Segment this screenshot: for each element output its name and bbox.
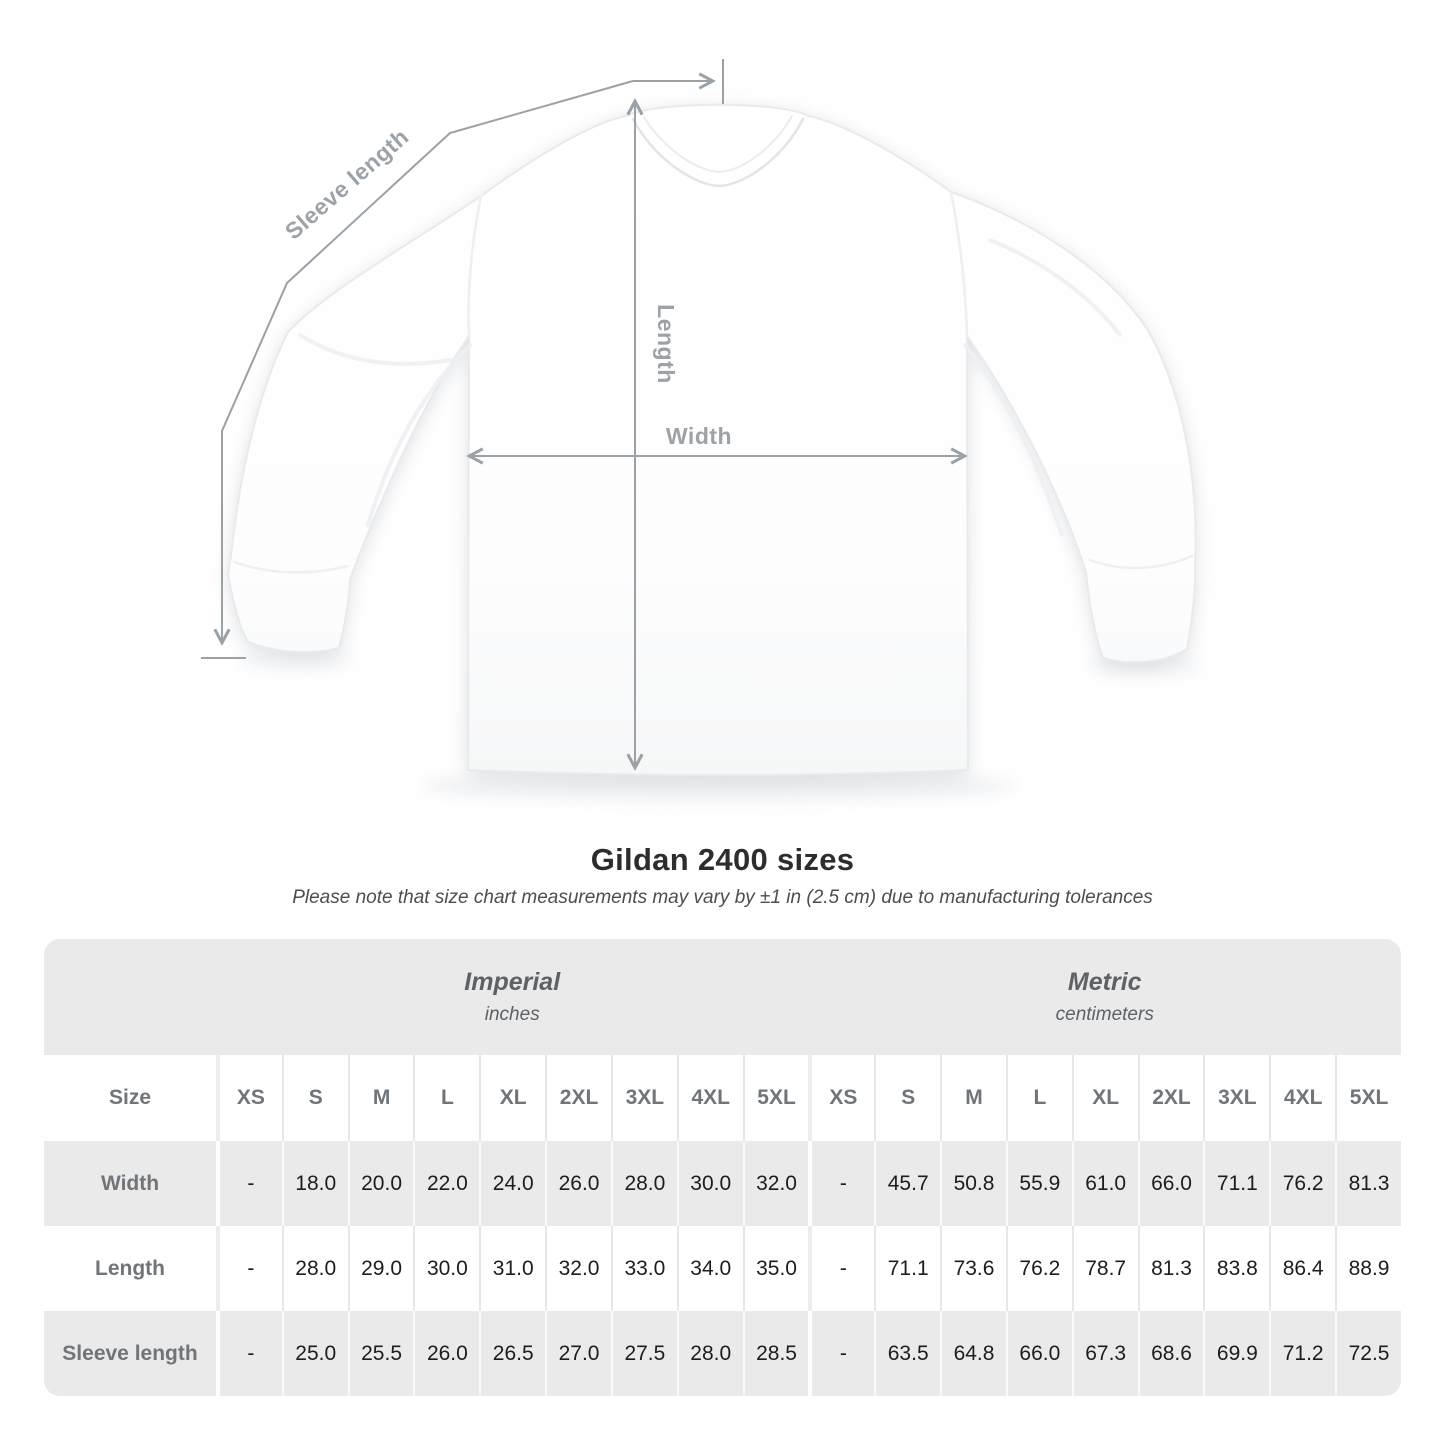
length-label: Length (653, 304, 679, 384)
size-column-header: M (940, 1055, 1006, 1141)
measurement-cell: 86.4 (1269, 1226, 1335, 1311)
size-table-grid (44, 939, 1401, 1396)
measurement-cell: - (808, 1311, 874, 1396)
measurement-cell: 67.3 (1072, 1311, 1138, 1396)
measurement-cell: 26.5 (479, 1311, 545, 1396)
measurement-cell: 28.5 (743, 1311, 809, 1396)
measurement-cell: 24.0 (479, 1141, 545, 1226)
measurement-cell: 66.0 (1138, 1141, 1204, 1226)
measurement-cell: 28.0 (677, 1311, 743, 1396)
size-header-row (44, 1055, 1401, 1141)
measurement-cell: 76.2 (1269, 1141, 1335, 1226)
measurement-cell: - (216, 1141, 282, 1226)
measurement-cell: 88.9 (1335, 1226, 1401, 1311)
size-column-header: S (874, 1055, 940, 1141)
measurement-cell: 18.0 (282, 1141, 348, 1226)
measurement-cell: 71.1 (874, 1226, 940, 1311)
measurement-cell: 61.0 (1072, 1141, 1138, 1226)
measurement-cell: 20.0 (348, 1141, 414, 1226)
size-column-header: 5XL (743, 1055, 809, 1141)
measurement-cell: 33.0 (611, 1226, 677, 1311)
metric-unit: centimeters (1055, 1004, 1154, 1025)
measurement-cell: 28.0 (282, 1226, 348, 1311)
size-column-header: 4XL (1269, 1055, 1335, 1141)
metric-label: Metric (1067, 968, 1142, 996)
measurement-cell: 30.0 (413, 1226, 479, 1311)
measurement-cell: 27.5 (611, 1311, 677, 1396)
measurement-cell: 32.0 (743, 1141, 809, 1226)
measurement-cell: 45.7 (874, 1141, 940, 1226)
measurement-cell: 63.5 (874, 1311, 940, 1396)
measurement-cell: 50.8 (940, 1141, 1006, 1226)
sleeve-length-label: Sleeve length (279, 123, 414, 245)
size-column-header: 4XL (677, 1055, 743, 1141)
size-column-header: XS (216, 1055, 282, 1141)
measurement-cell: 69.9 (1203, 1311, 1269, 1396)
measurement-rows (44, 1141, 1401, 1396)
measurement-cell: 26.0 (545, 1141, 611, 1226)
measurement-cell: 71.1 (1203, 1141, 1269, 1226)
measurement-cell: - (808, 1141, 874, 1226)
tolerance-note: Please note that size chart measurements may vary by ±1 in (2.5 cm) due to manufacturing tolerances (292, 887, 1153, 908)
row-label: Width (44, 1141, 216, 1226)
measurement-cell: 35.0 (743, 1226, 809, 1311)
size-column-header: S (282, 1055, 348, 1141)
group-header-spacer (44, 939, 216, 1055)
measurement-cell: 30.0 (677, 1141, 743, 1226)
size-column-header: 2XL (545, 1055, 611, 1141)
measurement-cell: 76.2 (1006, 1226, 1072, 1311)
measurement-cell: 22.0 (413, 1141, 479, 1226)
width-label: Width (665, 423, 733, 449)
measurement-cell: 66.0 (1006, 1311, 1072, 1396)
size-column-header: L (413, 1055, 479, 1141)
measurement-cell: 26.0 (413, 1311, 479, 1396)
imperial-group-header (216, 939, 808, 1055)
size-column-header: 2XL (1138, 1055, 1204, 1141)
table-row (44, 1311, 1401, 1396)
measurement-cell: - (808, 1226, 874, 1311)
measurement-cell: 81.3 (1138, 1226, 1204, 1311)
unit-group-row (44, 939, 1401, 1055)
metric-group-header (808, 939, 1401, 1055)
size-column-header: M (348, 1055, 414, 1141)
imperial-unit: inches (484, 1004, 540, 1025)
measurement-cell: 73.6 (940, 1226, 1006, 1311)
measurement-cell: 68.6 (1138, 1311, 1204, 1396)
size-column-header: XL (1072, 1055, 1138, 1141)
page-title: Gildan 2400 sizes (590, 842, 855, 877)
row-label: Sleeve length (44, 1311, 216, 1396)
measurement-cell: 81.3 (1335, 1141, 1401, 1226)
measurement-cell: 31.0 (479, 1226, 545, 1311)
measurement-cell: - (216, 1226, 282, 1311)
size-column-header: 3XL (611, 1055, 677, 1141)
size-column-header: XL (479, 1055, 545, 1141)
row-label: Length (44, 1226, 216, 1311)
imperial-label: Imperial (464, 968, 561, 996)
measurement-cell: 32.0 (545, 1226, 611, 1311)
size-column-header: 3XL (1203, 1055, 1269, 1141)
size-column-header: L (1006, 1055, 1072, 1141)
table-row (44, 1226, 1401, 1311)
size-column-header: 5XL (1335, 1055, 1401, 1141)
measurement-cell: 25.0 (282, 1311, 348, 1396)
measurement-cell: 28.0 (611, 1141, 677, 1226)
measurement-cell: 34.0 (677, 1226, 743, 1311)
table-row (44, 1141, 1401, 1226)
measurement-cell: 71.2 (1269, 1311, 1335, 1396)
size-column-label: Size (44, 1055, 216, 1141)
measurement-cell: 55.9 (1006, 1141, 1072, 1226)
measurement-cell: 64.8 (940, 1311, 1006, 1396)
size-table (44, 939, 1401, 1396)
measurement-cell: 78.7 (1072, 1226, 1138, 1311)
measurement-cell: 27.0 (545, 1311, 611, 1396)
measurement-cell: 72.5 (1335, 1311, 1401, 1396)
measurement-cell: 25.5 (348, 1311, 414, 1396)
measurement-cell: - (216, 1311, 282, 1396)
measurement-cell: 29.0 (348, 1226, 414, 1311)
measurement-cell: 83.8 (1203, 1226, 1269, 1311)
size-column-header: XS (808, 1055, 874, 1141)
